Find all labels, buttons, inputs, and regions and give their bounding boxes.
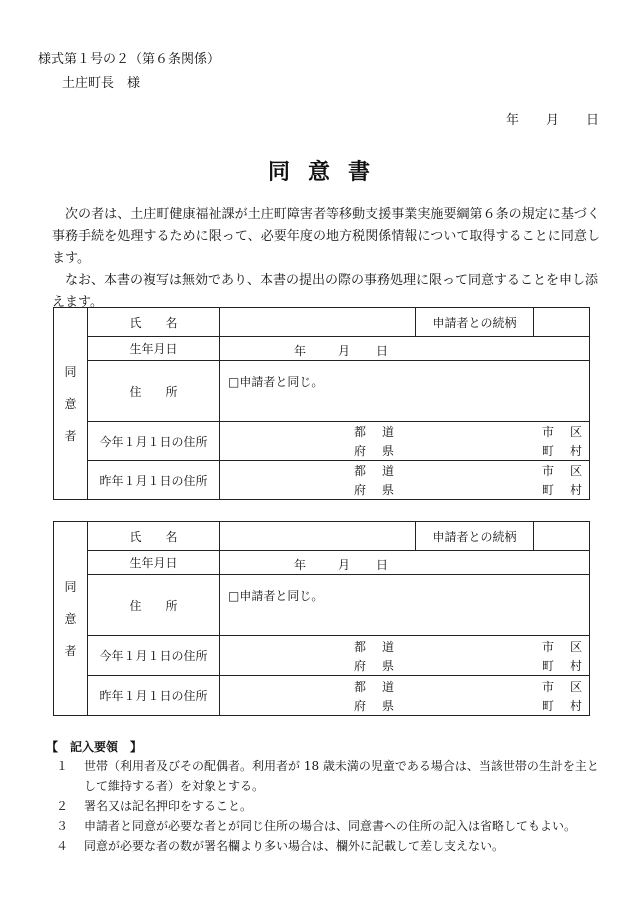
consenter-side-label: 同 意 者 [54, 308, 88, 500]
consent-table-2 [53, 521, 590, 716]
birth-date-field[interactable]: 年 月 日 [220, 551, 590, 575]
form-number: 様式第１号の２（第６条関係） [38, 52, 221, 67]
name-field[interactable] [220, 522, 416, 551]
page-title: 同意書 [268, 159, 389, 185]
same-as-applicant-checkbox[interactable]: □申請者と同じ。 [228, 375, 324, 389]
current-year-address-field[interactable]: 都 道 府 県 市 区 町 村 [220, 636, 590, 676]
last-year-address-label: 昨年１月１日の住所 [88, 461, 220, 500]
addressee: 土庄町長 様 [62, 76, 141, 91]
note-item-1: １ 世帯（利用者及びその配偶者。利用者が 18 歳未満の児童である場合は、当該世帯の生計を主として維持する者）を対象とする。 [56, 759, 599, 793]
consent-paragraph-2: なお、本書の複写は無効であり、本書の提出の際の事務処理に限って同意することを申し添えます。 [52, 273, 599, 310]
relation-field[interactable] [534, 308, 590, 337]
current-year-address-field[interactable]: 都 道 府 県 市 区 町 村 [220, 422, 590, 461]
address-label: 住 所 [88, 361, 220, 422]
relation-label: 申請者との続柄 [416, 308, 534, 337]
notes-heading: 【 記入要領 】 [46, 740, 143, 754]
current-year-address-label: 今年１月１日の住所 [88, 422, 220, 461]
birth-date-label: 生年月日 [88, 551, 220, 575]
address-field[interactable] [220, 575, 590, 636]
name-field[interactable] [220, 308, 416, 337]
birth-date-field[interactable]: 年 月 日 [220, 337, 590, 361]
name-label: 氏 名 [88, 308, 220, 337]
date-year: 年 [506, 113, 520, 128]
last-year-address-field[interactable]: 都 道 府 県 市 区 町 村 [220, 461, 590, 500]
name-label: 氏 名 [88, 522, 220, 551]
consent-table-1 [53, 307, 590, 500]
consenter-side-label: 同 意 者 [54, 522, 88, 716]
address-label: 住 所 [88, 575, 220, 636]
last-year-address-field[interactable]: 都 道 府 県 市 区 町 村 [220, 676, 590, 716]
birth-date-label: 生年月日 [88, 337, 220, 361]
relation-label: 申請者との続柄 [416, 522, 534, 551]
date-month: 月 [546, 113, 560, 128]
consent-paragraph-1: 次の者は、土庄町健康福祉課が土庄町障害者等移動支援事業実施要綱第６条の規定に基づく事務手続を処理するために限って、必要年度の地方税関係情報について取得することに同意します。 [52, 207, 600, 266]
current-year-address-label: 今年１月１日の住所 [88, 636, 220, 676]
last-year-address-label: 昨年１月１日の住所 [88, 676, 220, 716]
relation-field[interactable] [534, 522, 590, 551]
date-day: 日 [586, 113, 600, 128]
same-as-applicant-checkbox[interactable]: □申請者と同じ。 [228, 589, 324, 603]
address-field[interactable] [220, 361, 590, 422]
